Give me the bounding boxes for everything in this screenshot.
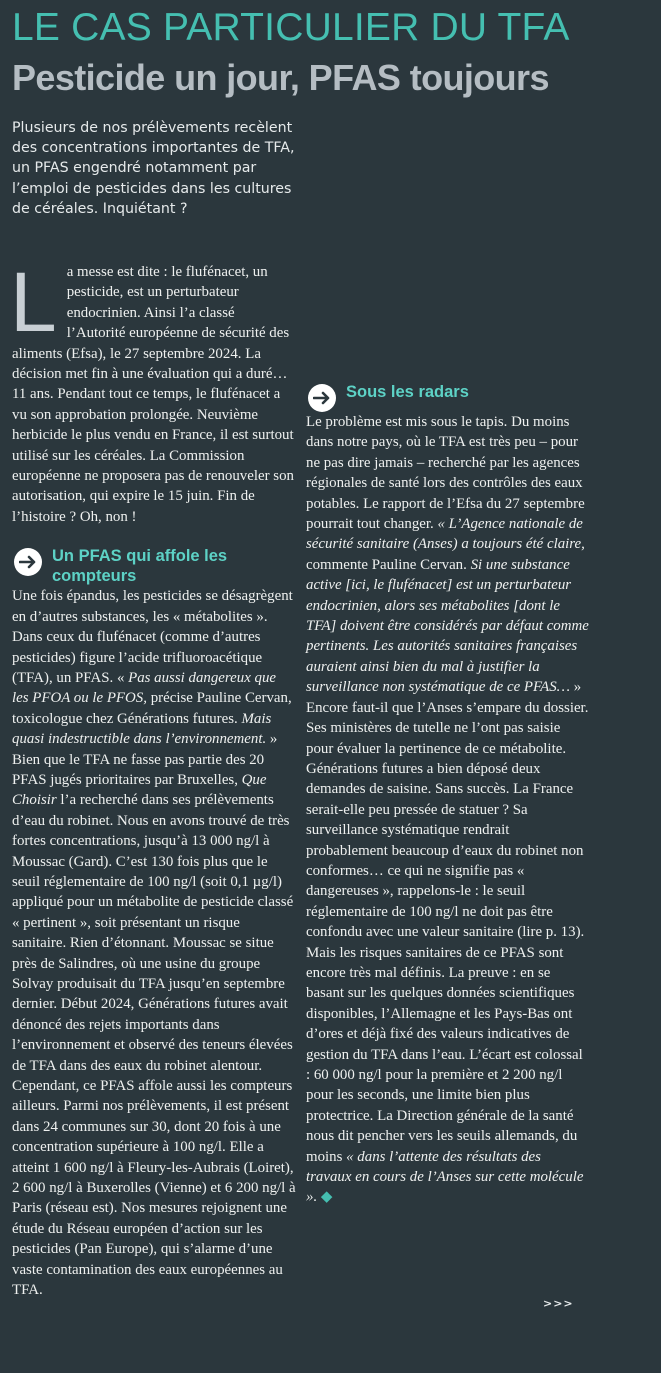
diamond-icon: ◆: [317, 1189, 333, 1206]
radars-text-3: » Encore faut-il que l’Anses s’empare du dossier. Ses ministères de tutelle ne l’ont pas saisie pour évaluer la pertinence de ce métabolite. Générations futures a bien déposé deux demandes de saisine. Sans succès. La France serait-elle peu pressée de statuer ? Sa surveillance systématique rendrait probablement beaucoup d’eaux du robinet non conformes… ce qui ne signifie pas « dangereuses », rappelons-le : le seuil réglementaire de 100 ng/l ne doit pas être confondu avec une valeur sanitaire (lire p. 13). Mais les risques sanitaires de ce PFAS sont encore très mal définis. La preuve : en se basant sur les quelques données scientifiques disponibles, l’Allemagne et les Pays-Bas ont d’ores et déjà fixé des valeurs indicatives de gestion du TFA dans l’eau. L’écart est colossal : 60 000 ng/l pour la première et 2 200 ng/l pour les seconds, une limite bien plus protectrice. La Direction générale de la santé nous dit pencher vers les seuils allemands, du moins: [306, 679, 589, 1165]
pfas-quote-1: Pas aussi dangereux que les PFOA ou le PFOS,: [12, 669, 277, 707]
pfas-text-3: » Bien que le TFA ne fasse pas partie des 20 PFAS jugés prioritaires par Bruxelles,: [12, 731, 278, 788]
pfas-paragraph: [12, 586, 296, 1300]
subheading-radars-title: Sous les radars: [346, 383, 469, 401]
drop-cap: L: [10, 255, 57, 349]
radars-paragraph: [306, 412, 590, 1208]
radars-text-2: commente Pauline Cervan.: [306, 556, 471, 573]
article-column-left: [10, 255, 296, 1301]
radars-text-1: Le problème est mis sous le tapis. Du moins dans notre pays, où le TFA est très peu – pour ne pas dire jamais – recherché par les agences régionales de santé lors des contrôles des eaux potables. Le rapport de l’Efsa du 27 septembre pourrait tout changer.: [306, 414, 585, 533]
pfas-text-2: précise Pauline Cervan, toxicologue chez Générations futures.: [12, 690, 292, 727]
radars-quote-3: « dans l’attente des résultats des travaux en cours de l’Anses sur cette molécule ».: [306, 1148, 584, 1206]
intro-paragraph: [10, 255, 296, 527]
article-column-right: [306, 262, 590, 1208]
subheading-radars: [306, 382, 590, 412]
subheading-pfas: [12, 546, 296, 586]
subheading-pfas-title: Un PFAS qui affole les compteurs: [52, 547, 228, 586]
right-arrow-circle-icon: [308, 384, 336, 412]
pfas-quote-2: Mais quasi indestructible dans l’environnement.: [12, 710, 272, 748]
continued-marker: >>>: [543, 1297, 574, 1310]
radars-quote-1: « L’Agence nationale de sécurité sanitaire (Anses) a toujours été claire,: [306, 516, 585, 553]
intro-text: a messe est dite : le flufénacet, un pesticide, est un perturbateur endocrinien. Ainsi l’a classé l’Autorité européenne de sécurité des aliments (Efsa), le 27 septembre 2024. La décision met fin à une évaluation qui a duré… 11 ans. Pendant tout ce temps, le flufénacet a vu son approbation prolongée. Neuvième herbicide le plus vendu en France, il est surtout utilisé sur les céréales. La Commission européenne ne proposera pas de renouveler son autorisation, qui expire le 15 juin. Fin de l’histoire ? Oh, non !: [12, 264, 294, 525]
pfas-text-4: l’a recherché dans ses prélèvements d’eau du robinet. Nous en avons trouvé de très fortes concentrations, jusqu’à 13 000 ng/l à Moussac (Gard). C’est 130 fois plus que le seuil réglementaire de 100 ng/l (soit 0,1 µg/l) appliqué pour un métabolite de pesticide classé « pertinent », soit présentant un risque sanitaire. Rien d’étonnant. Moussac se situe près de Salindres, où une usine du groupe Solvay produisait du TFA jusqu’en septembre dernier. Début 2024, Générations futures avait dénoncé des rejets importants dans l’environnement et observé des teneurs élevées de TFA dans des eaux du robinet alentour. Cependant, ce PFAS affole aussi les compteurs ailleurs. Parmi nos prélèvements, il est présent dans 24 communes sur 30, dont 20 fois à une concentration supérieure à 100 ng/l. Elle a atteint 1 600 ng/l à Fleury-les-Aubrais (Loiret), 2 600 ng/l à Buxerolles (Vienne) et 6 200 ng/l à Paris (réseau est). Nos mesures rejoignent une étude du Réseau européen d’action sur les pesticides (Pan Europe), qui s’alarme d’une vaste contamination des eaux européennes au TFA.: [12, 792, 296, 1299]
brand-name: Que Choisir: [12, 771, 267, 809]
headline: Pesticide un jour, PFAS toujours: [12, 57, 549, 98]
kicker-title: LE CAS PARTICULIER DU TFA: [12, 6, 570, 49]
radars-quote-2: Si une substance active [ici, le flufénacet] est un perturbateur endocrinien, alors ses métabolites [dont le TFA] doivent être considérés par défaut comme pertinents. Les autorités sanitaires françaises auraient ainsi bien du mal à justifier la surveillance non systématique de ce PFAS…: [306, 556, 589, 696]
standfirst: Plusieurs de nos prélèvements recèlent des concentrations importantes de TFA, un PFAS engendré notamment par l’emploi de pesticides dans les cultures de céréales. Inquiétant ?: [12, 120, 295, 217]
pfas-text-1: Une fois épandus, les pesticides se désagrègent en d’autres substances, les « métabolites ». Dans ceux du flufénacet (comme d’autres pesticides) figure l’acide trifluoroacétique (TFA), un PFAS. «: [12, 588, 293, 686]
right-arrow-circle-icon: [14, 548, 42, 576]
